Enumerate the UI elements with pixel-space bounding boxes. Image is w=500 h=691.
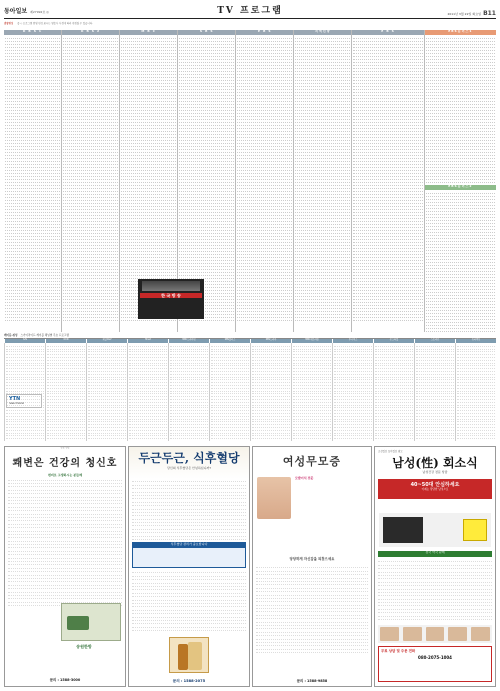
cable-label: 케이블·위성 xyxy=(4,334,18,337)
text-line xyxy=(211,436,249,439)
tv-notice xyxy=(4,22,496,28)
program-lines xyxy=(4,35,61,321)
order-head: 무료 상담 및 주문 전화 xyxy=(381,649,416,653)
ad-hair[interactable] xyxy=(252,446,372,687)
cable-channel: tvN xyxy=(4,339,45,343)
cable-desc: 스카이라이프·케이블 채널별 주요 프로그램 xyxy=(20,334,69,337)
ytn-sub: news channel xyxy=(9,402,25,406)
cable-channel: 채널CGV xyxy=(86,339,127,343)
text-line xyxy=(88,436,126,439)
ad-strip: 전국 약국 판매 xyxy=(378,551,492,557)
tv-listings xyxy=(4,22,496,332)
order-box xyxy=(378,646,492,682)
text-line xyxy=(256,650,368,653)
program-lines xyxy=(62,35,119,321)
text-line xyxy=(252,436,290,439)
channel-column xyxy=(61,30,119,332)
cable-column xyxy=(209,343,250,441)
brand-box xyxy=(45,644,123,660)
ad-image xyxy=(142,281,200,291)
ad-subhead: 당신의 식후혈당은 안녕하십니까? xyxy=(166,466,212,470)
cable-channel: 투니버스 xyxy=(332,339,373,343)
program-lines xyxy=(294,35,351,321)
cable-column xyxy=(291,343,332,441)
channel-header: EBS플러스2 xyxy=(425,185,496,190)
model-photo xyxy=(257,477,291,519)
cable-column xyxy=(455,343,496,441)
ad-headline: 남성(性) 회소식 xyxy=(392,456,478,470)
box-icon xyxy=(188,642,202,670)
channel-column xyxy=(235,30,293,332)
text-line xyxy=(47,436,85,439)
ad-constipation[interactable] xyxy=(4,446,126,687)
cable-listings xyxy=(4,334,496,444)
channel-column xyxy=(4,30,61,332)
ad-headline: 여성무모증 xyxy=(282,455,342,468)
cable-column xyxy=(168,343,209,441)
channel-header: S B S xyxy=(178,30,235,35)
cable-grid xyxy=(4,343,496,441)
ad-body-text xyxy=(256,565,368,653)
ad-phone: 080-2075-1004 xyxy=(418,655,452,661)
ad-body-text xyxy=(378,559,492,620)
cable-column xyxy=(373,343,414,441)
text-line xyxy=(295,318,350,321)
program-lines xyxy=(425,190,496,332)
channel-column xyxy=(293,30,351,332)
pill-box-icon xyxy=(67,616,89,630)
ad-blood-sugar[interactable] xyxy=(128,446,250,687)
ad-body-text xyxy=(129,479,249,540)
issue-number: 제27992호 ◎ xyxy=(30,10,49,14)
channel-header: 지역민방 xyxy=(294,30,351,35)
tv-grid xyxy=(4,30,496,332)
cable-column xyxy=(4,343,45,441)
cable-channel: Mnet xyxy=(127,339,168,343)
channel-header: EBS플러스1 xyxy=(425,30,496,35)
program-lines xyxy=(236,35,293,321)
ad-top-label: 조선일보 동아일보 광고 xyxy=(378,450,403,453)
product-area xyxy=(379,513,491,547)
cable-column xyxy=(45,343,86,441)
text-line xyxy=(63,318,118,321)
red-banner-sub: 이제는 당당한 남성으로 xyxy=(421,488,449,491)
text-line xyxy=(457,436,495,439)
text-line xyxy=(5,318,60,321)
cable-channel: MBC에브리원 xyxy=(291,339,332,343)
ad-men-health[interactable] xyxy=(374,446,496,687)
text-line xyxy=(416,436,454,439)
ad-red-banner xyxy=(378,479,492,499)
cable-channel: 슈퍼액션 xyxy=(455,339,496,343)
ad-body-text xyxy=(129,570,249,631)
ad-midline: 당당하게 자신감을 되찾으세요 xyxy=(289,557,335,561)
cable-channel: OCN xyxy=(45,339,86,343)
channel-column xyxy=(351,30,423,332)
program-lines xyxy=(352,35,423,321)
text-line xyxy=(375,436,413,439)
text-line xyxy=(129,436,167,439)
cable-column xyxy=(414,343,455,441)
ad-side-text xyxy=(295,477,368,481)
ad-caption: 한 국 방 송 xyxy=(140,293,202,298)
kbs-ad xyxy=(138,279,204,319)
page-number: B11 xyxy=(483,10,496,17)
bottle-icon xyxy=(178,644,188,670)
cable-channel: SBS플러스 xyxy=(209,339,250,343)
newspaper-logo: 동아일보 xyxy=(4,8,28,15)
ads-section xyxy=(4,446,496,687)
channel-header: E B S xyxy=(352,30,423,35)
page-date: 2011년 3월 22일 화요일 xyxy=(447,11,482,16)
ytn-logo-box xyxy=(6,394,42,408)
page-header xyxy=(4,5,496,19)
product-box-icon xyxy=(383,517,423,543)
cable-channel: 온스타일 xyxy=(373,339,414,343)
cable-column xyxy=(127,343,168,441)
ad-phone: 문의 : 1588-3000 xyxy=(49,677,81,682)
ytn-logo: YTN xyxy=(9,396,21,402)
text-line xyxy=(353,318,422,321)
ad-headline: 쾌변은 건강의 청신호 xyxy=(12,458,118,469)
notice-text: 중 ◇ 프로그램 방영 편성 표시는 방송사 사정에 따라 변경될 수 있습니다. xyxy=(17,22,93,25)
cable-channel: KBS드라마 xyxy=(250,339,291,343)
notice-label: 결방편성 xyxy=(4,22,14,25)
highlight-head: 식후혈당 관리가 중요합니다 xyxy=(133,543,245,548)
ad-top-label: 한방 전문 xyxy=(60,446,70,449)
ad-red-label: 모발이식 전문 xyxy=(295,476,314,480)
text-line xyxy=(378,617,492,620)
text-line xyxy=(293,436,331,439)
cable-column xyxy=(250,343,291,441)
ad-phone: 문의 : 1588-2075 xyxy=(172,678,206,683)
channel-header: K B S 2 xyxy=(62,30,119,35)
ad-headline: 두근두근, 식후혈당 xyxy=(138,451,240,465)
channel-header: M B C xyxy=(120,30,177,35)
product-photo xyxy=(61,603,121,641)
text-line xyxy=(6,436,44,439)
text-line xyxy=(237,318,292,321)
cable-channel: 스토리온 xyxy=(414,339,455,343)
page-title: TV 프로그램 xyxy=(217,6,283,16)
highlight-box xyxy=(132,542,246,568)
page-info xyxy=(447,10,496,18)
product-bottle xyxy=(169,637,209,673)
red-banner-title: 40~50대 안심하세요 xyxy=(410,481,460,488)
cable-channel: MBC드라마넷 xyxy=(168,339,209,343)
ad-subhead: 남성건강 전문 상담 xyxy=(422,470,448,474)
ad-header-band xyxy=(129,447,249,479)
brand-logo: 송원한방 xyxy=(76,644,92,649)
cable-column xyxy=(332,343,373,441)
text-line xyxy=(132,628,246,631)
cable-column xyxy=(86,343,127,441)
channel-header: E B S xyxy=(236,30,293,35)
ad-body-text xyxy=(5,477,125,606)
text-line xyxy=(170,436,208,439)
text-line xyxy=(132,537,246,540)
channel-column xyxy=(424,30,496,332)
text-line xyxy=(334,436,372,439)
ad-subhead: 변비로 고생하시는 분들께 xyxy=(48,472,82,477)
channel-header: K B S 1 xyxy=(4,30,61,35)
gift-icon xyxy=(463,519,487,541)
ad-phone: 문의 : 1588-9858 xyxy=(296,678,328,683)
testimonial-photos xyxy=(378,625,492,643)
program-lines xyxy=(425,35,496,185)
